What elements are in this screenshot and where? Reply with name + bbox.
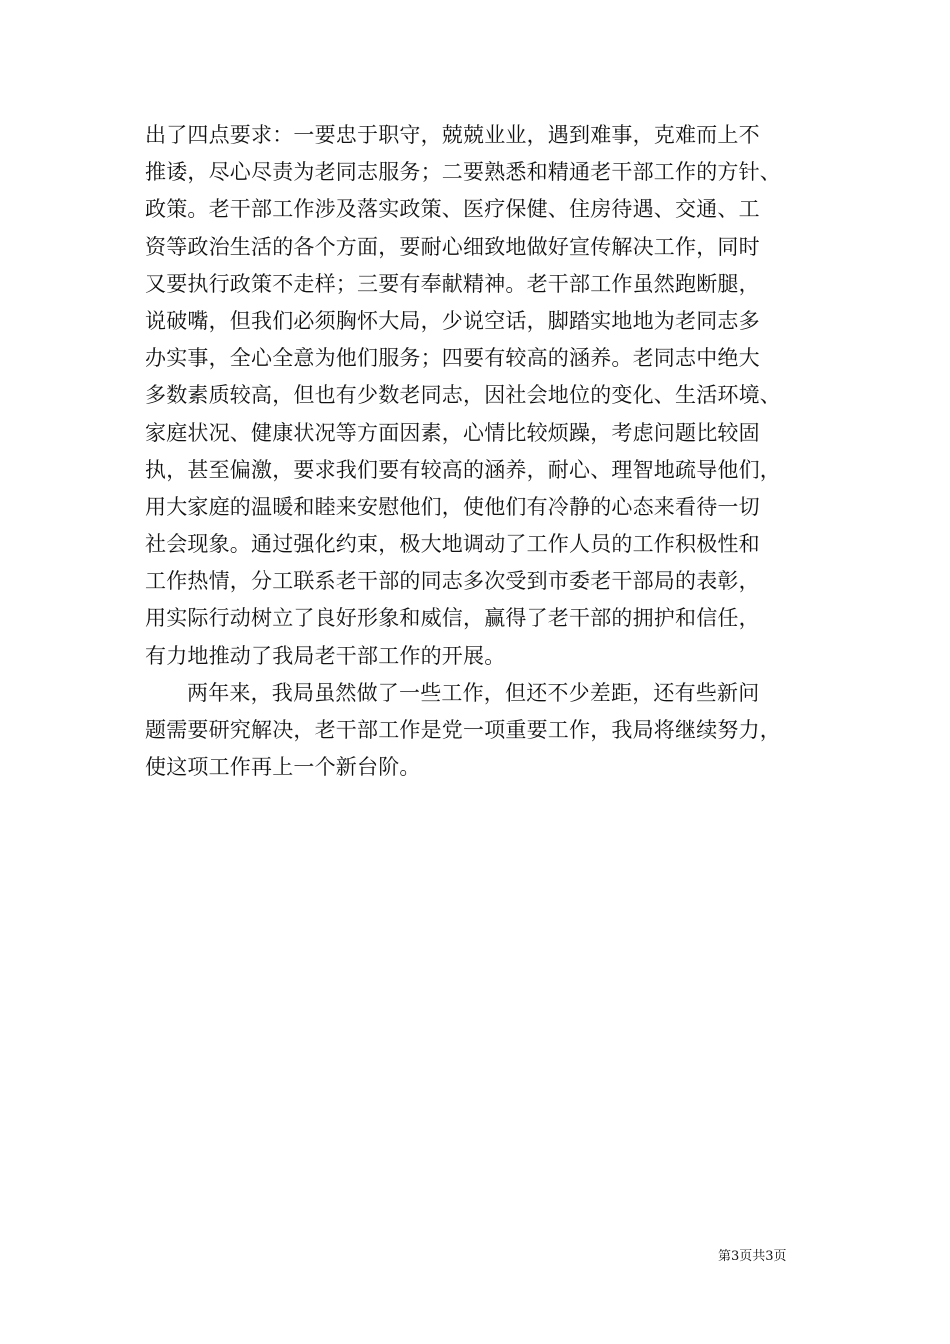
paragraph-line: 推诿，尽心尽责为老同志服务；二要熟悉和精通老干部工作的方针、 (145, 160, 781, 185)
paragraph-line: 政策。老干部工作涉及落实政策、医疗保健、住房待遇、交通、工 (145, 197, 760, 222)
paragraph-line: 工作热情，分工联系老干部的同志多次受到市委老干部局的表彰， (145, 569, 760, 594)
paragraph-line: 出了四点要求：一要忠于职守，兢兢业业，遇到难事，克难而上不 (145, 123, 760, 147)
paragraph-line: 家庭状况、健康状况等方面因素，心情比较烦躁，考虑问题比较固 (145, 420, 760, 445)
paragraph-line: 办实事，全心全意为他们服务；四要有较高的涵养。老同志中绝大 (145, 346, 760, 371)
paragraph-line: 用实际行动树立了良好形象和威信，赢得了老干部的拥护和信任， (145, 606, 760, 631)
paragraph-line: 有力地推动了我局老干部工作的开展。 (145, 643, 506, 668)
paragraph-line: 说破嘴，但我们必须胸怀大局，少说空话，脚踏实地地为老同志多 (145, 308, 760, 333)
paragraph-line: 又要执行政策不走样；三要有奉献精神。老干部工作虽然跑断腿， (145, 271, 760, 296)
paragraph-line: 使这项工作再上一个新台阶。 (145, 755, 421, 780)
paragraph-line: 资等政治生活的各个方面，要耐心细致地做好宣传解决工作，同时 (145, 234, 760, 259)
paragraph-conclusion (145, 675, 810, 787)
paragraph-line: 社会现象。通过强化约束，极大地调动了工作人员的工作积极性和 (145, 532, 760, 557)
page-number-footer: 第3页共3页 (718, 1249, 787, 1264)
paragraph-line: 两年来，我局虽然做了一些工作，但还不少差距，还有些新问 (187, 680, 760, 705)
paragraph-requirements (145, 117, 810, 675)
paragraph-line: 多数素质较高，但也有少数老同志，因社会地位的变化、生活环境、 (145, 383, 781, 408)
paragraph-line: 执，甚至偏激，要求我们要有较高的涵养，耐心、理智地疏导他们， (145, 457, 781, 482)
document-body (145, 117, 810, 786)
paragraph-line: 用大家庭的温暖和睦来安慰他们，使他们有冷静的心态来看待一切 (145, 494, 760, 519)
paragraph-line: 题需要研究解决，老干部工作是党一项重要工作，我局将继续努力， (145, 718, 781, 742)
